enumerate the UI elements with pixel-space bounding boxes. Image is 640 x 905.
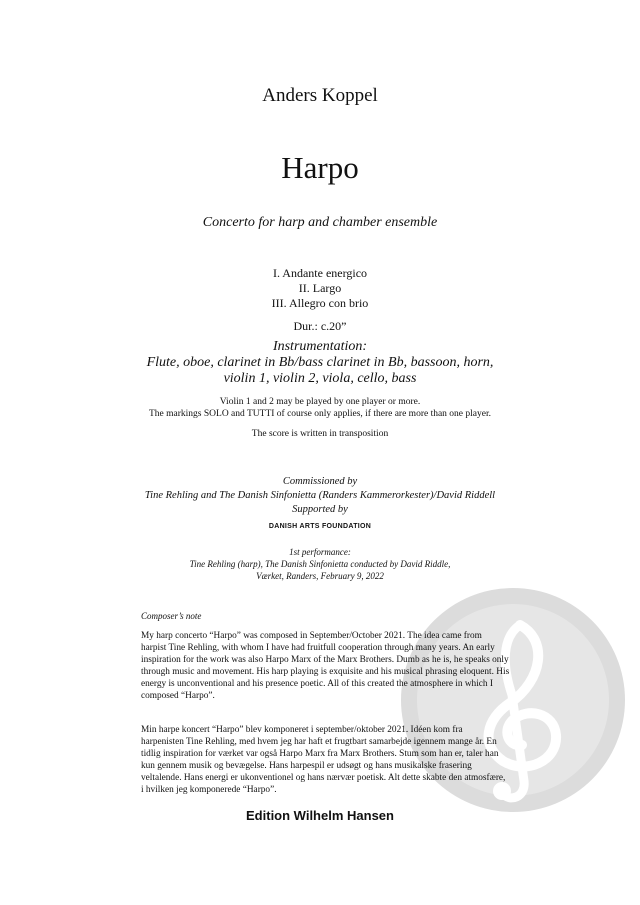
supported-by: Supported by	[292, 504, 348, 515]
instrumentation-heading: Instrumentation:	[272, 339, 368, 354]
note-line: veltalende. Hans energi er ukonventionel og hans nærvær poetisk. Alt dette skabte den atmosfære,	[141, 773, 506, 783]
performance-note: Violin 1 and 2 may be played by one player or more.	[219, 397, 421, 407]
note-line: kun gennem musik og bevægelse. Hans harpespil er udsøgt og hans musikalske frasering	[141, 761, 472, 771]
note-line: tidlig inspiration for værket var også Harpo Marx fra Marx Brothers. Stum som han er, taler han	[141, 749, 499, 759]
work-title: Harpo	[281, 150, 359, 185]
movement-item: III. Allegro con brio	[271, 296, 369, 310]
note-line: harpenisten Tine Rehling, med hvem jeg har haft et frugtbart samarbejde igennem mange år. En	[141, 737, 497, 747]
note-line: composed “Harpo”.	[141, 691, 215, 701]
performance-note: The markings SOLO and TUTTI of course only applies, if there are more than one player.	[149, 409, 491, 419]
composer-name: Anders Koppel	[262, 85, 378, 106]
commission-names: Tine Rehling and The Danish Sinfonietta (Randers Kammerorkester)/David Riddell	[144, 490, 496, 501]
performance-notes	[0, 396, 640, 420]
premiere-venue-date: Værket, Randers, February 9, 2022	[256, 571, 384, 581]
premiere-performers: Tine Rehling (harp), The Danish Sinfonietta conducted by David Riddle,	[189, 559, 451, 569]
movement-item: I. Andante energico	[272, 266, 368, 280]
commission-block	[0, 475, 640, 517]
composers-note-danish	[141, 724, 506, 796]
premiere-block	[0, 546, 640, 582]
commission-heading: Commissioned by	[282, 476, 358, 487]
instrumentation-line: violin 1, violin 2, viola, cello, bass	[223, 371, 417, 386]
movement-list	[0, 266, 640, 311]
publisher-name: Edition Wilhelm Hansen	[246, 808, 394, 823]
note-line: Min harpe koncert “Harpo” blev komponeret i september/oktober 2021. Idéen kom fra	[141, 725, 463, 735]
note-line: through music and movement. His harp playing is exquisite and his musical phrasing eloquent. His	[141, 667, 510, 677]
note-line: inspiration for the work was also Harpo Marx of the Marx Brothers. Dumb as he is, he speaks only	[141, 655, 509, 665]
composers-note-heading: Composer’s note	[141, 611, 202, 621]
note-line: energy is unconventional and his presence poetic. All of this created the atmosphere in which I	[141, 679, 493, 689]
instrumentation-line: Flute, oboe, clarinet in Bb/bass clarinet in Bb, bassoon, horn,	[146, 355, 494, 370]
work-subtitle: Concerto for harp and chamber ensemble	[202, 215, 438, 230]
note-line: My harp concerto “Harpo” was composed in September/October 2021. The idea came from	[141, 631, 482, 641]
duration: Dur.: c.20”	[293, 319, 347, 333]
foundation-name: DANISH ARTS FOUNDATION	[268, 523, 372, 530]
transposition-note: The score is written in transposition	[251, 429, 389, 439]
instrumentation	[0, 339, 640, 387]
premiere-heading: 1st performance:	[289, 547, 351, 557]
note-line: harpist Tine Rehling, with whom I have had fruitfull cooperation through many years. An early	[141, 643, 495, 653]
note-line: i hvilken jeg komponerede “Harpo”.	[141, 785, 277, 795]
movement-item: II. Largo	[298, 281, 342, 295]
composers-note-english	[141, 630, 510, 702]
